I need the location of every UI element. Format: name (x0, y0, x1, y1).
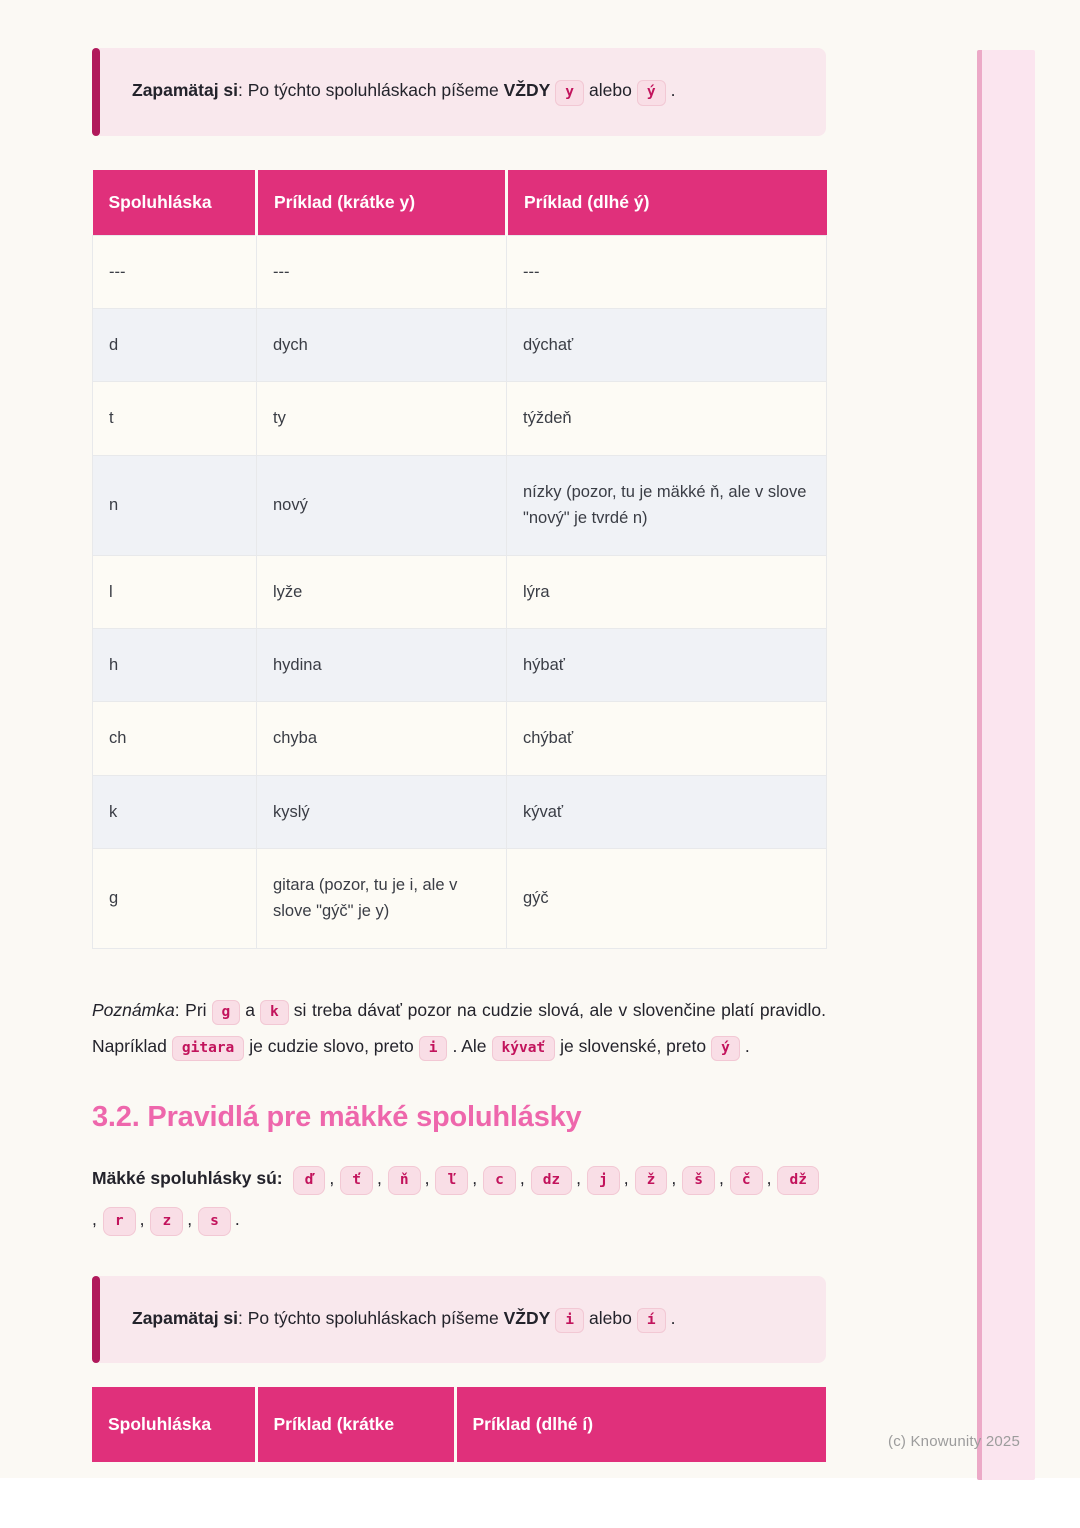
callout-emphasis: VŽDY (503, 80, 551, 100)
remember-callout-y (92, 48, 826, 136)
callout-text (132, 1308, 675, 1328)
consonant-chip: ň (388, 1166, 421, 1196)
separator: . (234, 1208, 240, 1229)
watermark: (c) Knowunity 2025 (888, 1433, 1021, 1450)
separator: , (576, 1167, 582, 1188)
table-cell: t (93, 382, 257, 455)
table-row (93, 382, 827, 455)
inline-code-chip: k (260, 1000, 289, 1026)
callout-emphasis: VŽDY (503, 1307, 551, 1328)
table-cell: chyba (257, 702, 507, 775)
callout-lead: : Po týchto spoluhláskach píšeme (238, 1307, 504, 1328)
table-cell: gitara (pozor, tu je i, ale v slove "gýč" je y) (257, 849, 507, 949)
table-cell: hýbať (507, 628, 827, 701)
remember-callout-i (92, 1276, 826, 1364)
consonant-chip: r (103, 1207, 136, 1237)
column-header: Príklad (krátke (256, 1387, 455, 1462)
table-header-row (92, 1387, 826, 1462)
table-row (93, 849, 827, 949)
separator: , (718, 1167, 724, 1188)
column-header: Príklad (dlhé í) (455, 1387, 826, 1462)
callout-period: . (670, 1307, 676, 1328)
table-row (93, 308, 827, 381)
consonant-chip: š (682, 1166, 715, 1196)
table-cell: lyže (257, 555, 507, 628)
separator: , (519, 1167, 525, 1188)
note-paragraph (92, 993, 826, 1065)
note-label: Poznámka (92, 999, 175, 1020)
page-end-gap (0, 1478, 1080, 1528)
separator: , (329, 1167, 335, 1188)
page-edge-strip (977, 50, 1035, 1480)
table-cell: l (93, 555, 257, 628)
table-cell: dýchať (507, 308, 827, 381)
table-cell: k (93, 775, 257, 848)
inline-code-chip: i (419, 1036, 448, 1062)
note-text: a (245, 999, 256, 1020)
table-row (93, 455, 827, 555)
consonant-chip: č (730, 1166, 763, 1196)
note-text: je slovenské, preto (560, 1035, 707, 1056)
column-header: Príklad (krátke y) (257, 170, 507, 236)
table-cell: g (93, 849, 257, 949)
separator: , (139, 1208, 145, 1229)
table-cell: kývať (507, 775, 827, 848)
separator: , (424, 1167, 430, 1188)
consonant-chip: dž (777, 1166, 818, 1196)
column-header: Príklad (dlhé ý) (507, 170, 827, 236)
table-row (93, 628, 827, 701)
column-header: Spoluhláska (93, 170, 257, 236)
consonant-chip: j (587, 1166, 620, 1196)
callout-conjunction: alebo (589, 80, 632, 100)
table-row (93, 555, 827, 628)
table-cell: ch (93, 702, 257, 775)
consonant-chip: ž (635, 1166, 668, 1196)
callout-title: Zapamätaj si (132, 80, 239, 100)
column-header: Spoluhláska (92, 1387, 256, 1462)
table-cell: --- (257, 235, 507, 308)
callout-period: . (670, 80, 676, 100)
consonant-chip: ľ (435, 1166, 468, 1196)
table-cell: gýč (507, 849, 827, 949)
separator: , (623, 1167, 629, 1188)
table-row (93, 775, 827, 848)
table-cell: ty (257, 382, 507, 455)
table-cell: lýra (507, 555, 827, 628)
table-cell: n (93, 455, 257, 555)
consonant-chip: dz (531, 1166, 572, 1196)
separator: , (671, 1167, 677, 1188)
table-row (93, 702, 827, 775)
table-cell: kyslý (257, 775, 507, 848)
separator: , (92, 1208, 97, 1229)
separator: , (187, 1208, 193, 1229)
inline-code-chip: ý (711, 1036, 740, 1062)
inline-code-chip: g (212, 1000, 241, 1026)
table-cell: chýbať (507, 702, 827, 775)
note-text: je cudzie slovo, preto (249, 1035, 414, 1056)
callout-title: Zapamätaj si (132, 1307, 239, 1328)
note-text: . (744, 1035, 750, 1056)
consonant-chip: c (483, 1166, 516, 1196)
table-cell: --- (507, 235, 827, 308)
consonant-chip: z (150, 1207, 183, 1237)
consonant-chip: ť (340, 1166, 373, 1196)
soft-consonants-label: Mäkké spoluhlásky sú: (92, 1167, 283, 1188)
inline-code-chip: gitara (172, 1036, 244, 1062)
separator: , (766, 1167, 772, 1188)
inline-code-chip: i (555, 1308, 584, 1334)
soft-consonants-line (92, 1158, 826, 1240)
separator: , (472, 1167, 478, 1188)
consonant-chip: ď (293, 1166, 326, 1196)
inline-code-chip: í (637, 1308, 666, 1334)
table-row (93, 235, 827, 308)
document-page (92, 0, 826, 1462)
note-text: si treba dávať pozor na cudzie slová, ale v slovenčine platí pravidlo. Napríklad (92, 999, 826, 1056)
inline-code-chip: y (555, 80, 584, 106)
table-cell: týždeň (507, 382, 827, 455)
table-cell: d (93, 308, 257, 381)
table-cell: hydina (257, 628, 507, 701)
table-cell: h (93, 628, 257, 701)
callout-text (132, 80, 675, 100)
callout-accent-bar (92, 48, 100, 136)
inline-code-chip: ý (637, 80, 666, 106)
table-cell: dych (257, 308, 507, 381)
note-text: : Pri (174, 999, 207, 1020)
callout-lead: : Po týchto spoluhláskach píšeme (238, 80, 504, 100)
table-cell: nový (257, 455, 507, 555)
note-text: . Ale (452, 1035, 487, 1056)
hard-consonants-table (92, 170, 827, 949)
consonant-chip: s (198, 1207, 231, 1237)
section-heading: 3.2. Pravidlá pre mäkké spoluhlásky (92, 1100, 582, 1133)
table-cell: nízky (pozor, tu je mäkké ň, ale v slove "nový" je tvrdé n) (507, 455, 827, 555)
table-header-row (93, 170, 827, 236)
separator: , (376, 1167, 382, 1188)
table-cell: --- (93, 235, 257, 308)
callout-conjunction: alebo (589, 1307, 632, 1328)
callout-accent-bar (92, 1276, 100, 1364)
inline-code-chip: kývať (492, 1036, 556, 1062)
soft-consonants-table (92, 1387, 826, 1462)
